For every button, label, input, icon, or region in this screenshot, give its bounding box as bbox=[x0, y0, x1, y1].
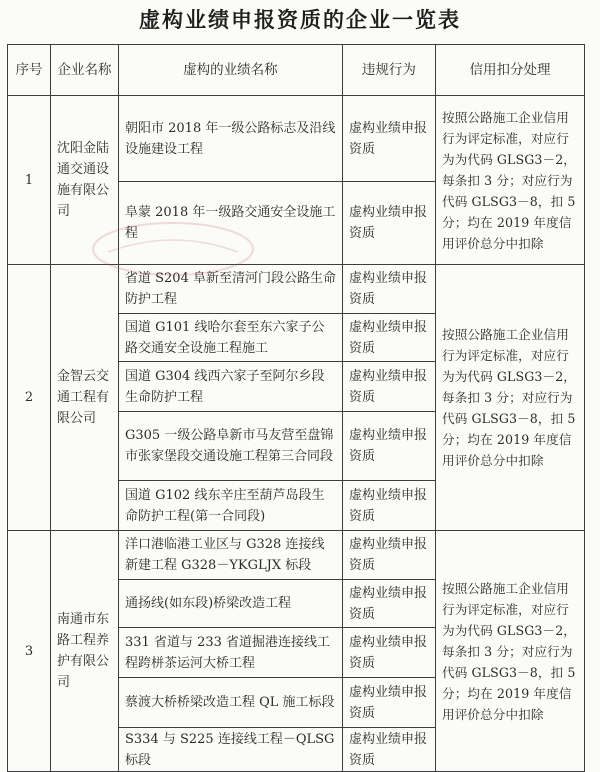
violation-text: 虚构业绩申报资质 bbox=[342, 182, 429, 264]
project-name: 蔡渡大桥桥梁改造工程 QL 施工标段 bbox=[125, 695, 335, 710]
page-title: 虚构业绩申报资质的企业一览表 bbox=[139, 7, 461, 32]
violation-text: 虚构业绩申报资质 bbox=[342, 362, 429, 411]
project-list bbox=[119, 531, 436, 772]
header-company: 企业名称 bbox=[51, 45, 119, 96]
project-name: 朝阳市 2018 年一级公路标志及沿线设施建设工程 bbox=[125, 120, 336, 157]
project-row bbox=[119, 411, 435, 480]
project-name: 省道 S204 阜新至清河门段公路生命防护工程 bbox=[125, 271, 336, 307]
penalty-text: 按照公路施工企业信用行为评定标准，对应行为为代码 GLSG3－2，每条扣 3 分；对应行为代码 GLSG3－8，扣 5 分；均在 2019 年度信用评价总分中扣除 bbox=[436, 265, 585, 531]
project-name: 国道 G101 线哈尔套至东六家子公路交通安全设施工程施工 bbox=[125, 319, 325, 356]
project-list bbox=[119, 265, 436, 531]
company-name: 南通市东路工程养护有限公司 bbox=[51, 531, 119, 772]
row-number: 2 bbox=[8, 265, 51, 531]
row-number: 1 bbox=[8, 96, 51, 265]
header-no: 序号 bbox=[8, 45, 51, 96]
project-row bbox=[119, 579, 435, 627]
project-row bbox=[119, 677, 435, 727]
project-row bbox=[119, 96, 435, 181]
violation-text: 虚构业绩申报资质 bbox=[342, 96, 429, 181]
violation-text: 虚构业绩申报资质 bbox=[342, 628, 429, 677]
header-violation: 违规行为 bbox=[342, 45, 435, 96]
project-row bbox=[119, 531, 435, 579]
violation-text: 虚构业绩申报资质 bbox=[342, 531, 429, 579]
project-row bbox=[119, 313, 435, 361]
project-name: 国道 G304 线西六家子至阿尔乡段生命防护工程 bbox=[125, 368, 325, 405]
project-row bbox=[119, 361, 435, 411]
project-name: 国道 G102 线东辛庄至葫芦岛段生命防护工程(第一合同段) bbox=[125, 487, 325, 524]
header-penalty: 信用扣分处理 bbox=[436, 45, 585, 96]
violation-text: 虚构业绩申报资质 bbox=[342, 728, 429, 771]
project-row bbox=[119, 627, 435, 677]
enterprise-table bbox=[7, 44, 585, 772]
violation-text: 虚构业绩申报资质 bbox=[342, 412, 429, 480]
company-name: 金智云交通工程有限公司 bbox=[51, 265, 119, 531]
violation-text: 虚构业绩申报资质 bbox=[342, 265, 429, 313]
violation-text: 虚构业绩申报资质 bbox=[342, 678, 429, 727]
project-row bbox=[119, 181, 435, 264]
project-row bbox=[119, 480, 435, 530]
violation-text: 虚构业绩申报资质 bbox=[342, 580, 429, 627]
violation-text: 虚构业绩申报资质 bbox=[342, 481, 429, 530]
project-list bbox=[119, 96, 436, 265]
project-name: 阜蒙 2018 年一级路交通安全设施工程 bbox=[125, 205, 336, 241]
project-name: S334 与 S225 连接线工程－QLSG 标段 bbox=[125, 731, 335, 768]
header-project: 虚构的业绩名称 bbox=[119, 45, 343, 96]
table-row bbox=[8, 96, 585, 265]
table-row bbox=[8, 265, 585, 531]
project-name: 通扬线(如东段)桥梁改造工程 bbox=[125, 596, 292, 611]
row-number: 3 bbox=[8, 531, 51, 772]
table-row bbox=[8, 531, 585, 772]
violation-text: 虚构业绩申报资质 bbox=[342, 314, 429, 361]
penalty-text: 按照公路施工企业信用行为评定标准，对应行为为代码 GLSG3－2，每条扣 3 分；对应行为代码 GLSG3－8，扣 5 分；均在 2019 年度信用评价总分中扣除 bbox=[436, 96, 585, 265]
project-name: 331 省道与 233 省道掘港连接线工程跨栟茶运河大桥工程 bbox=[125, 634, 331, 671]
project-row bbox=[119, 727, 435, 771]
project-name: G305 一级公路阜新市马友营至盘锦市张家堡段交通设施工程第三合同段 bbox=[125, 428, 334, 464]
project-row bbox=[119, 265, 435, 313]
project-name: 洋口港临港工业区与 G328 连接线新建工程 G328－YKGLJX 标段 bbox=[125, 537, 325, 573]
penalty-text: 按照公路施工企业信用行为评定标准，对应行为为代码 GLSG3－2，每条扣 3 分；对应行为代码 GLSG3－8，扣 5 分；均在 2019 年度信用评价总分中扣除 bbox=[436, 531, 585, 772]
table-header-row bbox=[8, 45, 585, 96]
company-name: 沈阳金陆通交通设施有限公司 bbox=[51, 96, 119, 265]
